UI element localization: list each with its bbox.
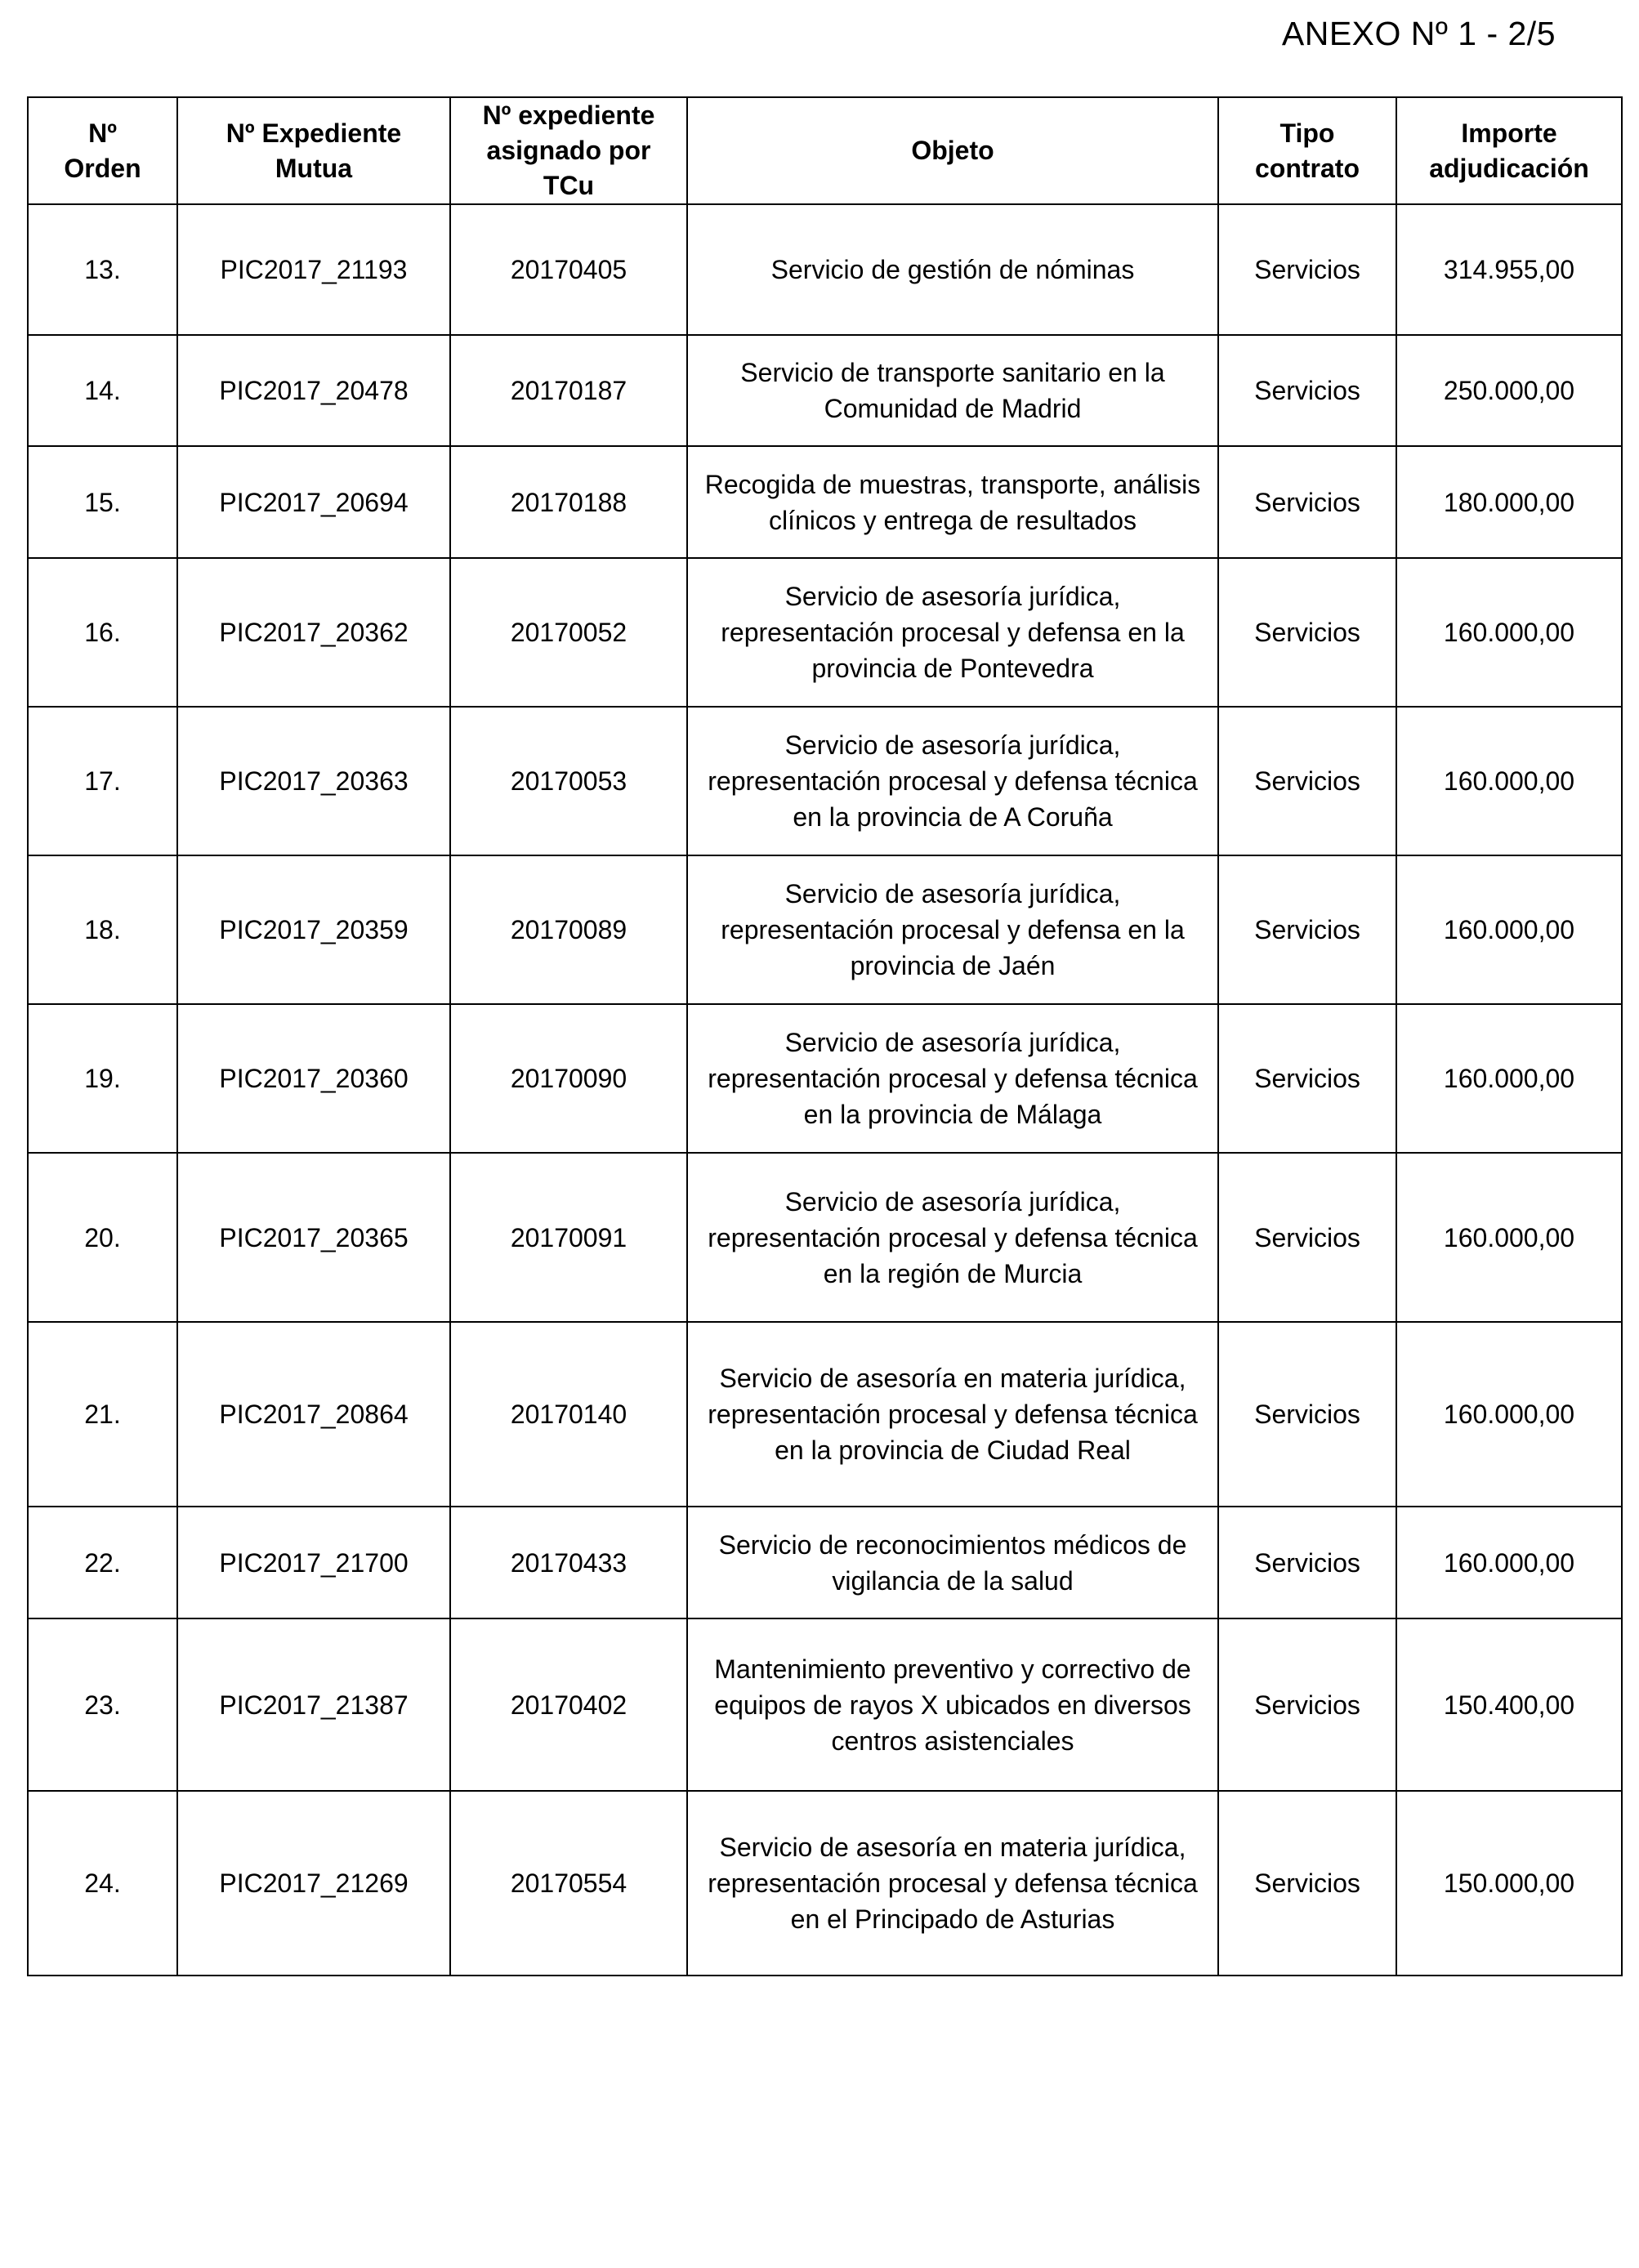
cell-expediente-mutua: PIC2017_21387 xyxy=(177,1618,450,1791)
cell-expediente-mutua: PIC2017_20360 xyxy=(177,1004,450,1153)
cell-expediente-tcu: 20170090 xyxy=(450,1004,687,1153)
table-row xyxy=(28,1322,1622,1507)
cell-expediente-mutua: PIC2017_21700 xyxy=(177,1507,450,1618)
cell-importe: 160.000,00 xyxy=(1396,855,1622,1004)
cell-importe: 160.000,00 xyxy=(1396,558,1622,707)
table-row xyxy=(28,707,1622,855)
table-row xyxy=(28,1791,1622,1976)
cell-expediente-mutua: PIC2017_20363 xyxy=(177,707,450,855)
cell-importe: 160.000,00 xyxy=(1396,1507,1622,1618)
cell-orden: 20. xyxy=(28,1153,177,1322)
cell-objeto: Servicio de asesoría jurídica, representación procesal y defensa técnica en la provincia de Málaga xyxy=(687,1004,1218,1153)
cell-tipo-contrato: Servicios xyxy=(1218,1618,1396,1791)
cell-expediente-tcu: 20170052 xyxy=(450,558,687,707)
cell-orden: 21. xyxy=(28,1322,177,1507)
cell-orden: 24. xyxy=(28,1791,177,1976)
table-row xyxy=(28,1004,1622,1153)
cell-expediente-mutua: PIC2017_20365 xyxy=(177,1153,450,1322)
table-row xyxy=(28,335,1622,446)
header-objeto: Objeto xyxy=(687,97,1218,204)
cell-expediente-tcu: 20170140 xyxy=(450,1322,687,1507)
cell-expediente-tcu: 20170402 xyxy=(450,1618,687,1791)
cell-importe: 160.000,00 xyxy=(1396,707,1622,855)
cell-objeto: Servicio de asesoría jurídica, representación procesal y defensa técnica en la región de Murcia xyxy=(687,1153,1218,1322)
cell-orden: 15. xyxy=(28,446,177,558)
cell-expediente-mutua: PIC2017_20478 xyxy=(177,335,450,446)
cell-expediente-mutua: PIC2017_21269 xyxy=(177,1791,450,1976)
annex-page-label: ANEXO Nº 1 - 2/5 xyxy=(1281,15,1556,52)
cell-tipo-contrato: Servicios xyxy=(1218,558,1396,707)
cell-orden: 16. xyxy=(28,558,177,707)
cell-tipo-contrato: Servicios xyxy=(1218,1791,1396,1976)
cell-objeto: Servicio de asesoría en materia jurídica, representación procesal y defensa técnica en el Principado de Asturias xyxy=(687,1791,1218,1976)
cell-importe: 150.000,00 xyxy=(1396,1791,1622,1976)
header-tipo-contrato: Tipo contrato xyxy=(1218,97,1396,204)
header-expediente-mutua: Nº Expediente Mutua xyxy=(177,97,450,204)
header-orden: Nº Orden xyxy=(28,97,177,204)
cell-tipo-contrato: Servicios xyxy=(1218,1507,1396,1618)
cell-tipo-contrato: Servicios xyxy=(1218,204,1396,335)
cell-objeto: Servicio de asesoría jurídica, representación procesal y defensa en la provincia de Pontevedra xyxy=(687,558,1218,707)
cell-expediente-mutua: PIC2017_20694 xyxy=(177,446,450,558)
cell-expediente-tcu: 20170187 xyxy=(450,335,687,446)
table-row xyxy=(28,855,1622,1004)
cell-orden: 14. xyxy=(28,335,177,446)
cell-importe: 160.000,00 xyxy=(1396,1322,1622,1507)
header-importe: Importe adjudicación xyxy=(1396,97,1622,204)
cell-expediente-tcu: 20170053 xyxy=(450,707,687,855)
cell-tipo-contrato: Servicios xyxy=(1218,446,1396,558)
cell-importe: 160.000,00 xyxy=(1396,1153,1622,1322)
cell-expediente-tcu: 20170405 xyxy=(450,204,687,335)
cell-tipo-contrato: Servicios xyxy=(1218,1004,1396,1153)
cell-importe: 160.000,00 xyxy=(1396,1004,1622,1153)
cell-expediente-tcu: 20170091 xyxy=(450,1153,687,1322)
cell-expediente-mutua: PIC2017_20362 xyxy=(177,558,450,707)
cell-tipo-contrato: Servicios xyxy=(1218,1322,1396,1507)
table-row xyxy=(28,558,1622,707)
cell-orden: 17. xyxy=(28,707,177,855)
table-row xyxy=(28,446,1622,558)
cell-importe: 250.000,00 xyxy=(1396,335,1622,446)
cell-expediente-tcu: 20170188 xyxy=(450,446,687,558)
cell-importe: 150.400,00 xyxy=(1396,1618,1622,1791)
cell-importe: 314.955,00 xyxy=(1396,204,1622,335)
cell-objeto: Servicio de asesoría jurídica, representación procesal y defensa en la provincia de Jaén xyxy=(687,855,1218,1004)
cell-objeto: Servicio de transporte sanitario en la Comunidad de Madrid xyxy=(687,335,1218,446)
cell-orden: 19. xyxy=(28,1004,177,1153)
cell-objeto: Servicio de asesoría jurídica, representación procesal y defensa técnica en la provincia de A Coruña xyxy=(687,707,1218,855)
table-row xyxy=(28,1507,1622,1618)
cell-expediente-mutua: PIC2017_21193 xyxy=(177,204,450,335)
table-header-row xyxy=(28,97,1622,204)
table-row xyxy=(28,1618,1622,1791)
table-body xyxy=(28,204,1622,1976)
cell-orden: 18. xyxy=(28,855,177,1004)
cell-expediente-tcu: 20170554 xyxy=(450,1791,687,1976)
cell-tipo-contrato: Servicios xyxy=(1218,335,1396,446)
cell-objeto: Servicio de gestión de nóminas xyxy=(687,204,1218,335)
cell-orden: 22. xyxy=(28,1507,177,1618)
table-row xyxy=(28,1153,1622,1322)
cell-objeto: Recogida de muestras, transporte, análisis clínicos y entrega de resultados xyxy=(687,446,1218,558)
cell-objeto: Servicio de asesoría en materia jurídica, representación procesal y defensa técnica en la provincia de Ciudad Real xyxy=(687,1322,1218,1507)
cell-expediente-mutua: PIC2017_20864 xyxy=(177,1322,450,1507)
cell-tipo-contrato: Servicios xyxy=(1218,1153,1396,1322)
cell-tipo-contrato: Servicios xyxy=(1218,855,1396,1004)
header-expediente-tcu: Nº expediente asignado por TCu xyxy=(450,97,687,204)
table-row xyxy=(28,204,1622,335)
cell-expediente-tcu: 20170433 xyxy=(450,1507,687,1618)
cell-importe: 180.000,00 xyxy=(1396,446,1622,558)
cell-orden: 13. xyxy=(28,204,177,335)
cell-expediente-tcu: 20170089 xyxy=(450,855,687,1004)
cell-objeto: Mantenimiento preventivo y correctivo de equipos de rayos X ubicados en diversos centros asistenciales xyxy=(687,1618,1218,1791)
contracts-table xyxy=(27,96,1623,1976)
cell-orden: 23. xyxy=(28,1618,177,1791)
cell-expediente-mutua: PIC2017_20359 xyxy=(177,855,450,1004)
cell-tipo-contrato: Servicios xyxy=(1218,707,1396,855)
cell-objeto: Servicio de reconocimientos médicos de vigilancia de la salud xyxy=(687,1507,1218,1618)
